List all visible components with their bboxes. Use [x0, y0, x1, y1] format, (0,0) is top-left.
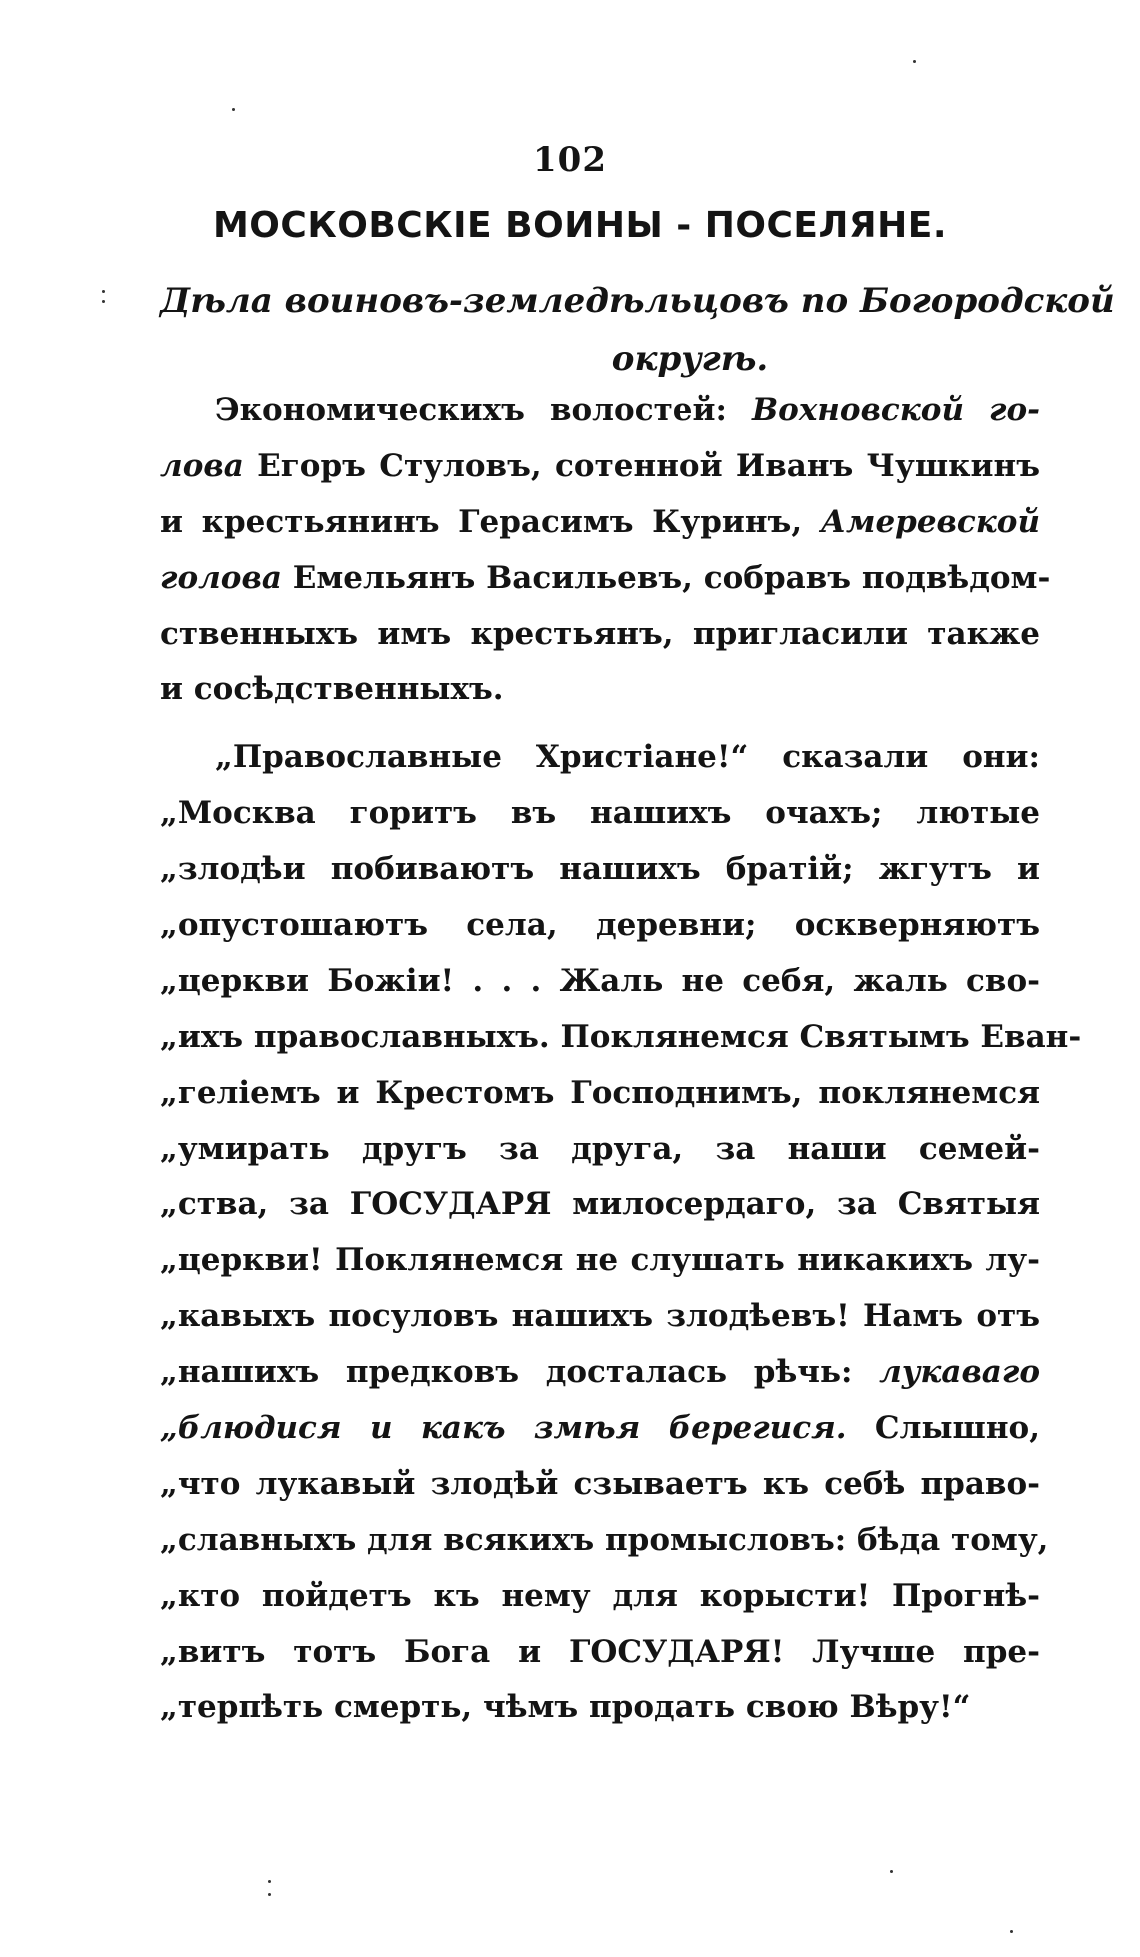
italic-text: Амеревской	[820, 503, 1040, 540]
text-run: „церкви Божiи! . . . Жаль не себя, жаль сво-	[160, 962, 1040, 999]
italic-text: лукаваго	[879, 1354, 1040, 1391]
text-line	[160, 1457, 1040, 1513]
italic-text: Вохновской го-	[751, 392, 1040, 428]
text-line	[160, 730, 1040, 786]
text-line	[160, 1513, 1049, 1569]
text-line	[160, 898, 1040, 954]
text-run: „Православные Христiане!“ сказали они:	[215, 739, 1040, 776]
scan-speck	[268, 1880, 271, 1883]
text-line	[160, 439, 1040, 495]
text-line	[160, 1625, 1040, 1681]
text-run: „кавыхъ посуловъ нашихъ злодѣевъ! Намъ отъ	[160, 1298, 1040, 1335]
subheading-line: Дѣла воиновъ-земледѣльцовъ по Богородской	[160, 281, 1115, 321]
text-line	[160, 383, 1040, 439]
page-number: 102	[533, 140, 607, 180]
scan-speck	[1010, 1930, 1013, 1933]
text-run: и сосѣдственныхъ.	[160, 671, 504, 708]
text-run: „нашихъ предковъ досталась рѣчь:	[160, 1354, 880, 1391]
text-run: „кто пойдетъ къ нему для корысти! Прогнѣ-	[160, 1577, 1040, 1614]
text-run: „злодѣи побиваютъ нашихъ братiй; жгутъ и	[160, 851, 1040, 888]
text-run: „славныхъ для всякихъ промысловъ: бѣда тому,	[160, 1521, 1049, 1558]
scan-speck	[890, 1870, 893, 1873]
text-line	[160, 1345, 1040, 1401]
text-line	[160, 1177, 1040, 1233]
text-line	[160, 842, 1040, 898]
text-run: Егоръ Стуловъ, сотенной Иванъ Чушкинъ	[243, 447, 1040, 484]
text-run: „церкви! Поклянемся не слушать никакихъ лу-	[160, 1242, 1040, 1279]
text-run: и крестьянинъ Герасимъ Куринъ,	[160, 503, 821, 540]
text-run: „гелiемъ и Крестомъ Господнимъ, поклянемся	[160, 1074, 1040, 1111]
paragraph-gap	[160, 718, 1040, 730]
text-run: „умирать другъ за друга, за наши семей-	[160, 1130, 1040, 1167]
text-line	[160, 551, 1051, 607]
text-run: Слышно,	[846, 1410, 1041, 1447]
scan-speck	[102, 300, 105, 303]
text-run: Емельянъ Васильевъ, собравъ подвѣдом-	[281, 559, 1051, 596]
subheading-line: округѣ.	[611, 339, 769, 379]
text-line	[160, 954, 1040, 1010]
text-run: „ихъ православныхъ. Поклянемся Святымъ Еван-	[160, 1018, 1082, 1055]
text-line	[160, 662, 1040, 718]
chapter-heading: МОСКОВСКІЕ ВОИНЫ - ПОСЕЛЯНЕ.	[212, 205, 948, 246]
text-line	[160, 786, 1040, 842]
text-run: „опустошаютъ села, деревни; оскверняютъ	[160, 907, 1040, 944]
italic-text: лова	[160, 447, 244, 484]
scan-speck	[913, 60, 916, 63]
italic-text: голова	[160, 559, 282, 596]
text-run: „Москва горитъ въ нашихъ очахъ; лютые	[160, 795, 1040, 832]
scan-speck	[232, 108, 235, 111]
scan-speck	[268, 1893, 271, 1896]
text-line	[160, 1569, 1040, 1625]
text-run: „терпѣть смерть, чѣмъ продать свою Вѣру!“	[160, 1689, 971, 1726]
italic-text: „блюдися и какъ змѣя берегися.	[160, 1410, 847, 1447]
text-line	[160, 1066, 1040, 1122]
text-run: „что лукавый злодѣй сзываетъ къ себѣ право-	[160, 1465, 1040, 1502]
text-line	[160, 1289, 1040, 1345]
text-run: Экономическихъ волостей:	[215, 392, 752, 428]
text-run: „витъ тотъ Бога и ГОСУДАРЯ! Лучше пре-	[160, 1633, 1040, 1670]
text-run: ственныхъ имъ крестьянъ, пригласили также	[160, 615, 1040, 652]
body-text	[160, 383, 1082, 1736]
text-line	[160, 607, 1040, 663]
text-line	[160, 1233, 1040, 1289]
text-line	[160, 1010, 1082, 1066]
scan-speck	[102, 290, 105, 293]
text-line	[160, 495, 1040, 551]
section-subheading	[160, 272, 1115, 388]
text-run: „ства, за ГОСУДАРЯ милосердаго, за Святыя	[160, 1186, 1040, 1223]
text-line	[160, 1122, 1040, 1178]
text-line	[160, 1401, 1040, 1457]
text-line	[160, 1680, 1040, 1736]
